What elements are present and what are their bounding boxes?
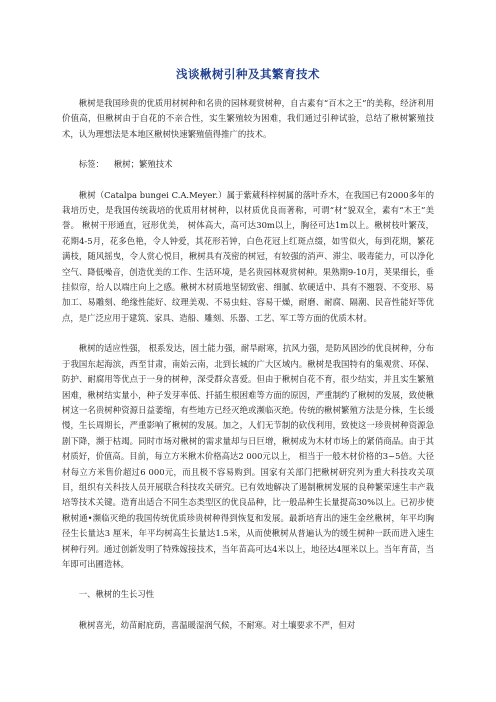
intro-paragraph: 楸树（Catalpa bungei C.A.Meyer.）属于紫葳科梓树属的落叶乔木，在我国已有2000多年的栽培历史，是我国传统栽培的优质用材树种，以材质优良而著称，可谓“材”貌双全，素有“木王”美誉。 楸树干形通直，冠形优美， 树体高大，高可达30m以上，胸径可达1m以上。楸树枝叶繁茂，花期4-5月，花多色艳，令人钟爱，其花形若钟，白色花冠上红斑点缀，如雪似火，每到花期，繁花满枝，随风摇曳，令人赏心悦目，楸树具有茂密的树冠，有较强的消声、滞尘、吸毒能力，可以净化空气、降低噪音，创造优美的工作、生活环境，是名贵园林观赏树种。果熟期9-10月，荚果细长，垂挂似帘，给人以端庄向上之感。楸树木材质地坚韧致密、细腻、软硬适中、具有不翘裂、不变形、易加工、易雕刻、绝缘性能好、纹理美观、不易虫蛀、容易干燥，耐磨、耐腐、隔潮、民音性能好等优点，是广泛应用于建筑、家具、造船、雕刻、乐器、工艺、军工等方面的优质木材。 [62, 189, 434, 323]
spacer [62, 173, 434, 188]
section-paragraph: 楸树喜光，幼苗耐庇荫，喜温暖湿润气候，不耐寒。对土壤要求不严，但对 [78, 619, 356, 630]
keywords-value: 楸树；繁殖技术 [113, 159, 173, 170]
keywords-label: 标签： [78, 159, 104, 170]
abstract-paragraph: 楸树是我国珍贵的优质用材树种和名贵的园林观赏树种，自古素有“百木之王”的美称，经济利用价值高，但楸树由于自花的不亲合性，实生繁殖较为困难，我们通过引种试验，总结了楸树繁殖技术，认为理想法是本地区楸树快速繁殖值得推广的技术。 [62, 98, 434, 139]
status-paragraph: 楸树的适应性强， 根系发达，固土能力强，耐旱耐寒，抗风力强，是防风固沙的优良树种，分布于我国东起海滨，西至甘肃，南始云南，北到长城的广大区域内。楸树是我国特有的集观赏、环保、防护、耐腐用等优点于一身的树种，深受群众喜爱。但由于楸树自花不育，很少结实，并且实生繁殖困难，楸树结实量小，种子发芽率低、扦插生根困难等方面的原因，严重制约了楸树的发展，致使楸树这一名贵树种资源日益萎缩，有些地方已经灭绝或濒临灭绝。传统的楸树繁殖方法是分株，生长缓慢，生长周期长，严重影响了楸树的发展。加之，人们无节制的砍伐利用，致使这一珍贵树种资源急剧下降，濒于枯竭。同时市场对楸树的需求量却与日巨增，楸树成为木材市场上的紧俏商品。由于其材质好，价值高。目前，每立方米楸木价格高达2 000元以上， 相当于一般木材价格的3~5倍。大径材每立方米售价超过6 000元，而且极不容易购到。国家有关部门把楸树研究列为重大科技攻关项目，组织有关科技人员开展联合科技攻关研究。已有效地解决了遏制楸树发展的良种繁荣速生丰产栽培等技术关键。造育出适合不同生态类型区的优良品种，比一般品种生长量提高30%以上。已初步使楸树通•濒临灭绝的我国传统优质珍贵树种得到恢复和发展。最新培育出的速生金丝楸树，年平均胸径生长量达3 厘米，年平均树高生长量达1.5米，从而使楸树从普遍认为的缓生树种一跃而进入速生树种行列。通过创新发明了特殊嫁接技术，当年苗高可达4米以上，地径达4厘米以上。当年育苗，当年即可出圃造林。 [62, 343, 434, 569]
spacer [62, 572, 434, 587]
document-title: 浅谈楸树引种及其繁育技术 [176, 67, 320, 81]
spacer [62, 603, 434, 618]
keywords-line [62, 157, 434, 172]
section-heading: 一、楸树的生长习性 [78, 589, 155, 600]
spacer [62, 142, 434, 157]
spacer [62, 326, 434, 341]
document-body [62, 96, 434, 633]
